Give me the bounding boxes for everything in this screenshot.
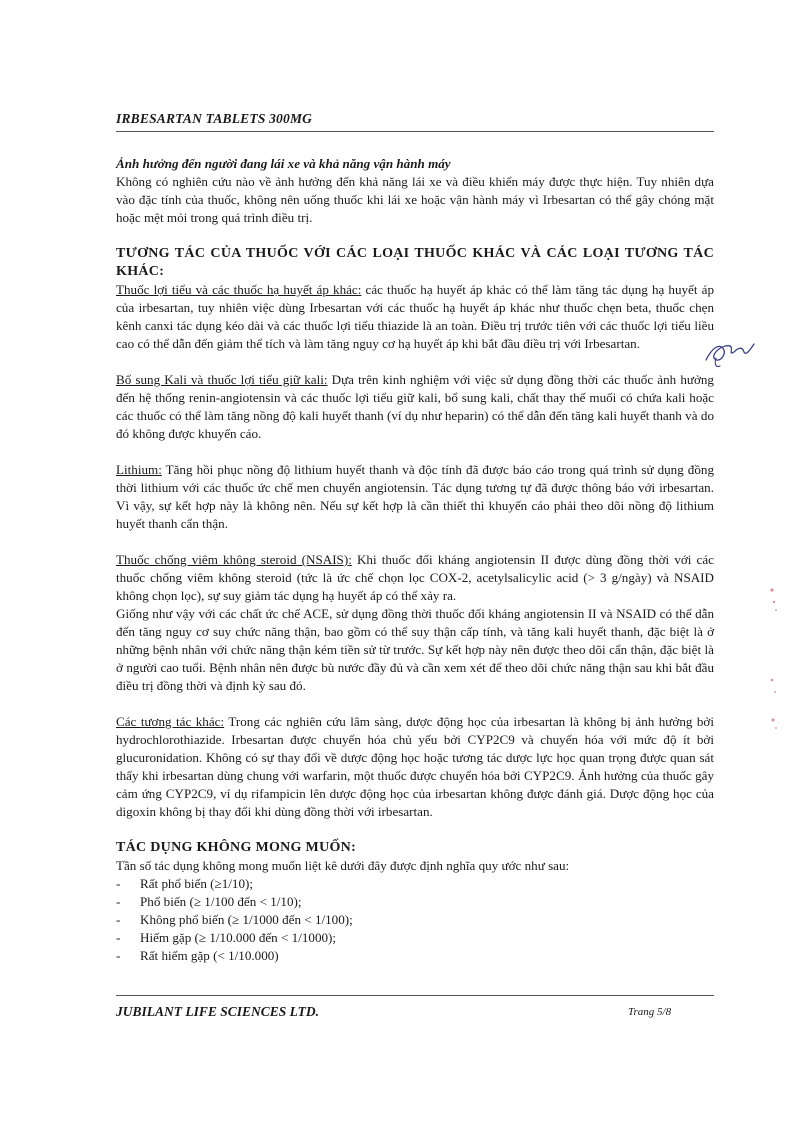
interaction-nsaid bbox=[116, 551, 714, 605]
interaction-diuretics bbox=[116, 281, 714, 353]
interaction-text: các thuốc hạ huyết áp khác có thể làm tăng tác dụng hạ huyết áp của irbesartan, tuy nhiên việc dùng Irbesartan với các thuốc hạ huyết áp khác như thuốc chẹn beta, thuốc chẹn kênh canxi tác dụng kéo dài và các thuốc lợi tiểu thiazide là an toàn. Điều trị trước tiên với các thuốc lợi tiểu liều cao có thể dẫn đến giảm thể tích và làm tăng nguy cơ hạ huyết áp khi bắt đầu điều trị với Irbesartan. bbox=[116, 282, 714, 351]
interaction-label: Các tương tác khác: bbox=[116, 714, 225, 729]
document-header-title: IRBESARTAN TABLETS 300MG bbox=[116, 111, 313, 126]
driving-text: Không có nghiên cứu nào về ảnh hưởng đến khả năng lái xe và điều khiển máy được thực hiện. Tuy nhiên dựa vào đặc tính của thuốc, không nên uống thuốc khi lái xe hoặc vận hành máy vì Irbesartan có thể gây chóng mặt hoặc mệt mỏi trong quá trình điều trị. bbox=[116, 174, 714, 225]
interaction-other bbox=[116, 713, 714, 821]
interaction-potassium bbox=[116, 371, 714, 443]
side-effects-intro: Tần số tác dụng không mong muốn liệt kê dưới đây được định nghĩa quy ước như sau: bbox=[116, 858, 570, 873]
list-item: - Hiếm gặp (≥ 1/10.000 đến < 1/1000); bbox=[116, 930, 337, 945]
header-rule bbox=[116, 131, 714, 132]
scan-specks bbox=[760, 580, 790, 750]
list-item: - Rất phổ biến (≥1/10); bbox=[116, 876, 254, 891]
interactions-heading: TƯƠNG TÁC CỦA THUỐC VỚI CÁC LOẠI THUỐC KHÁC VÀ CÁC LOẠI TƯƠNG TÁC KHÁC: bbox=[116, 246, 714, 279]
interaction-label: Thuốc lợi tiểu và các thuốc hạ huyết áp khác: bbox=[116, 282, 362, 297]
list-item: - Rất hiếm gặp (< 1/10.000) bbox=[116, 948, 279, 963]
interaction-text: Khi thuốc đối kháng angiotensin II được dùng đồng thời với các thuốc chống viêm không steroid (tức là ức chế chọn lọc COX-2, acetylsalicylic acid (> 3 g/ngày) và NSAID không chọn lọc), sự suy giảm tác dụng hạ huyết áp có thể xảy ra. bbox=[116, 552, 714, 603]
list-item: - Phổ biến (≥ 1/100 đến < 1/10); bbox=[116, 894, 302, 909]
list-item: - Không phổ biến (≥ 1/1000 đến < 1/100); bbox=[116, 912, 353, 927]
interaction-label: Thuốc chống viêm không steroid (NSAIS): bbox=[116, 552, 352, 567]
footer-rule bbox=[116, 995, 714, 996]
page-content bbox=[116, 155, 714, 965]
side-effects-heading: TÁC DỤNG KHÔNG MONG MUỐN: bbox=[116, 840, 357, 855]
interaction-lithium bbox=[116, 461, 714, 533]
interaction-nsaid-continued: Giống như vậy với các chất ức chế ACE, sử dụng đồng thời thuốc đối kháng angiotensin II và NSAID có thể dẫn đến tăng nguy cơ suy chức năng thận, bao gồm có thể suy thận cấp tính, và tăng kali huyết thanh, đặc biệt là ở những bệnh nhân với chức năng thận kém tiền sử từ trước. Sự kết hợp này nên được theo dõi cẩn thận, đặc biệt là ở người cao tuổi. Bệnh nhân nên được bù nước đầy đủ và cần xem xét để theo dõi chức năng thận sau khi bắt đầu điều trị đồng thời và định kỳ sau đó. bbox=[116, 606, 714, 693]
footer-company: JUBILANT LIFE SCIENCES LTD. bbox=[116, 1004, 320, 1019]
interaction-text: Trong các nghiên cứu lâm sàng, dược động học của irbesartan là không bị ảnh hưởng bởi hydrochlorothiazide. Irbesartan được chuyển hóa chủ yếu bởi CYP2C9 và chuyển hóa với mức độ ít bởi glucuronidation. Không có sự thay đổi về dược động học hoặc tương tác dược lực học quan trọng được quan sát thấy khi irbesartan dùng chung với warfarin, một thuốc được chuyển hóa bởi CYP2C9. Ảnh hưởng của thuốc gây cảm ứng CYP2C9, ví dụ rifampicin lên dược động học của irbesartan không được đánh giá. Dược động học của digoxin không bị thay đổi khi dùng đồng thời với irbesartan. bbox=[116, 714, 714, 819]
interaction-label: Bổ sung Kali và thuốc lợi tiểu giữ kali: bbox=[116, 372, 328, 387]
handwritten-signature bbox=[698, 330, 758, 370]
frequency-list bbox=[116, 875, 714, 965]
interaction-label: Lithium: bbox=[116, 462, 162, 477]
interaction-text: Tăng hồi phục nồng độ lithium huyết thanh và độc tính đã được báo cáo trong quá trình sử dụng đồng thời lithium với các thuốc ức chế men chuyển angiotensin. Tác dụng tương tự đã được thông báo với irbesartan. Vì vậy, sự kết hợp này là không nên. Nếu sự kết hợp là cần thiết thì khuyến cáo phải theo dõi nồng độ lithium huyết thanh cẩn thận. bbox=[116, 462, 714, 531]
driving-heading: Ảnh hưởng đến người đang lái xe và khả năng vận hành máy bbox=[116, 156, 451, 171]
interaction-text: Dựa trên kinh nghiệm với việc sử dụng đồng thời các thuốc ảnh hưởng đến hệ thống renin-angiotensin và các thuốc lợi tiểu giữ kali, bổ sung kali, chất thay thế muối có chứa kali hoặc các thuốc có thể làm tăng nồng độ kali huyết thanh (ví dụ như heparin) có thể dẫn đến tăng kali huyết thanh và do đó không được khuyến cáo. bbox=[116, 372, 714, 441]
page-number: Trang 5/8 bbox=[628, 1006, 672, 1018]
